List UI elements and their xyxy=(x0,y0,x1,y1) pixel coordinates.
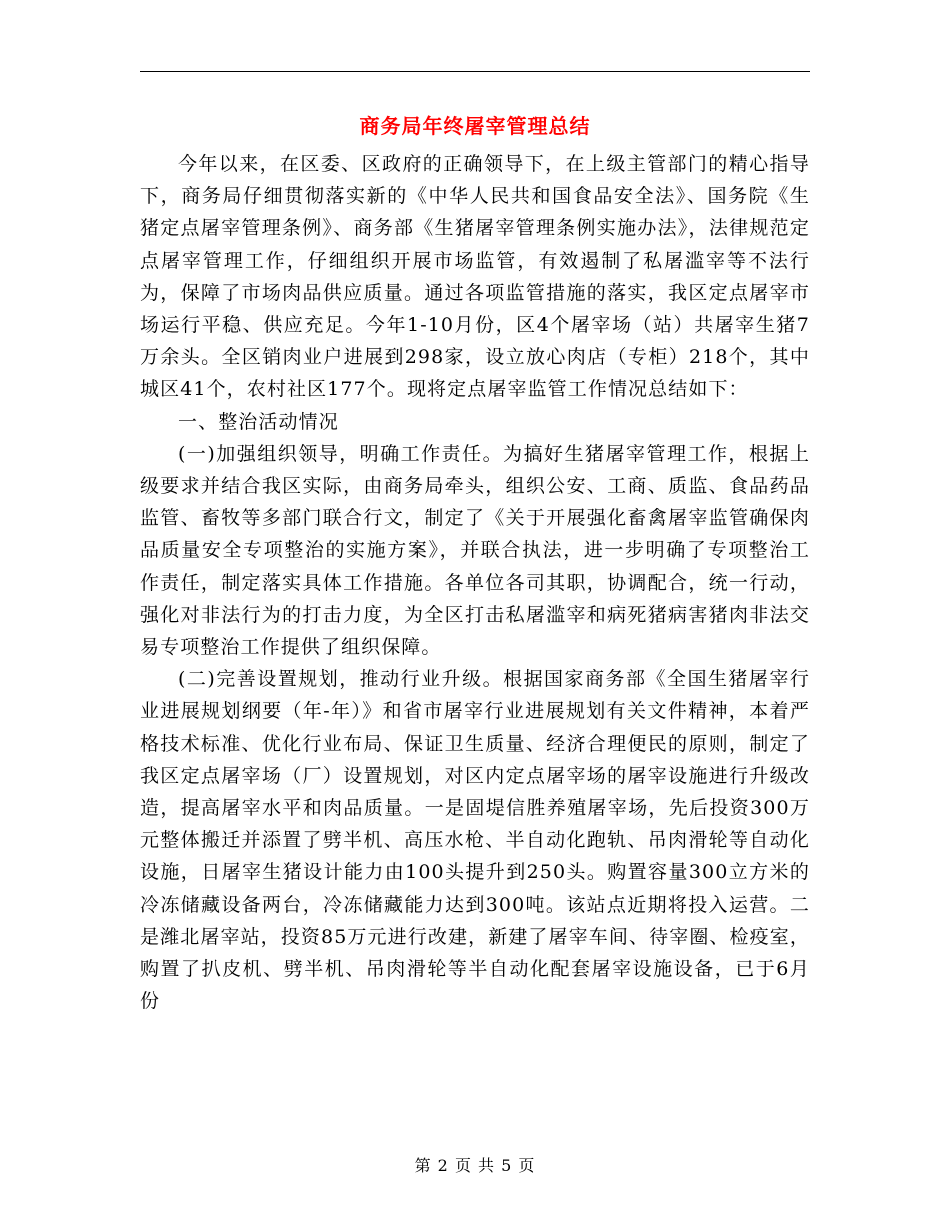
paragraph-intro: 今年以来，在区委、区政府的正确领导下，在上级主管部门的精心指导下，商务局仔细贯彻落实新的《中华人民共和国食品安全法》、国务院《生猪定点屠宰管理条例》、商务部《生猪屠宰管理条例实施办法》，法律规范定点屠宰管理工作，仔细组织开展市场监管，有效遏制了私屠滥宰等不法行为，保障了市场肉品供应质量。通过各项监管措施的落实，我区定点屠宰市场运行平稳、供应充足。今年1-10月份，区4个屠宰场（站）共屠宰生猪7万余头。全区销肉业户进展到298家，设立放心肉店（专柜）218个，其中城区41个，农村社区177个。现将定点屠宰监管工作情况总结如下： xyxy=(140,153,810,401)
document-body xyxy=(140,148,810,1017)
section-heading: 一、整治活动情况 xyxy=(178,410,339,433)
header-rule xyxy=(140,71,810,72)
page-indicator: 第 2 页 共 5 页 xyxy=(414,1156,536,1175)
paragraph-organization: (一)加强组织领导，明确工作责任。为搞好生猪屠宰管理工作，根据上级要求并结合我区实际，由商务局牵头，组织公安、工商、质监、食品药品监管、畜牧等多部门联合行文，制定了《关于开展强化畜禽屠宰监管确保肉品质量安全专项整治的实施方案》，并联合执法，进一步明确了专项整治工作责任，制定落实具体工作措施。各单位各司其职，协调配合，统一行动，强化对非法行为的打击力度，为全区打击私屠滥宰和病死猪病害猪肉非法交易专项整治工作提供了组织保障。 xyxy=(140,442,810,659)
paragraph-planning: (二)完善设置规划，推动行业升级。根据国家商务部《全国生猪屠宰行业进展规划纲要（年-年）》和省市屠宰行业进展规划有关文件精神，本着严格技术标准、优化行业布局、保证卫生质量、经济合理便民的原则，制定了我区定点屠宰场（厂）设置规划，对区内定点屠宰场的屠宰设施进行升级改造，提高屠宰水平和肉品质量。一是固堤信胜养殖屠宰场，先后投资300万元整体搬迁并添置了劈半机、高压水枪、半自动化跑轨、吊肉滑轮等自动化设施，日屠宰生猪设计能力由100头提升到250头。购置容量300立方米的冷冻储藏设备两台，冷冻储藏能力达到300吨。该站点近期将投入运营。二是潍北屠宰站，投资85万元进行改建，新建了屠宰车间、待宰圈、检疫室，购置了扒皮机、劈半机、吊肉滑轮等半自动化配套屠宰设施设备，已于6月份 xyxy=(140,668,810,1013)
document-title: 商务局年终屠宰管理总结 xyxy=(359,114,591,138)
